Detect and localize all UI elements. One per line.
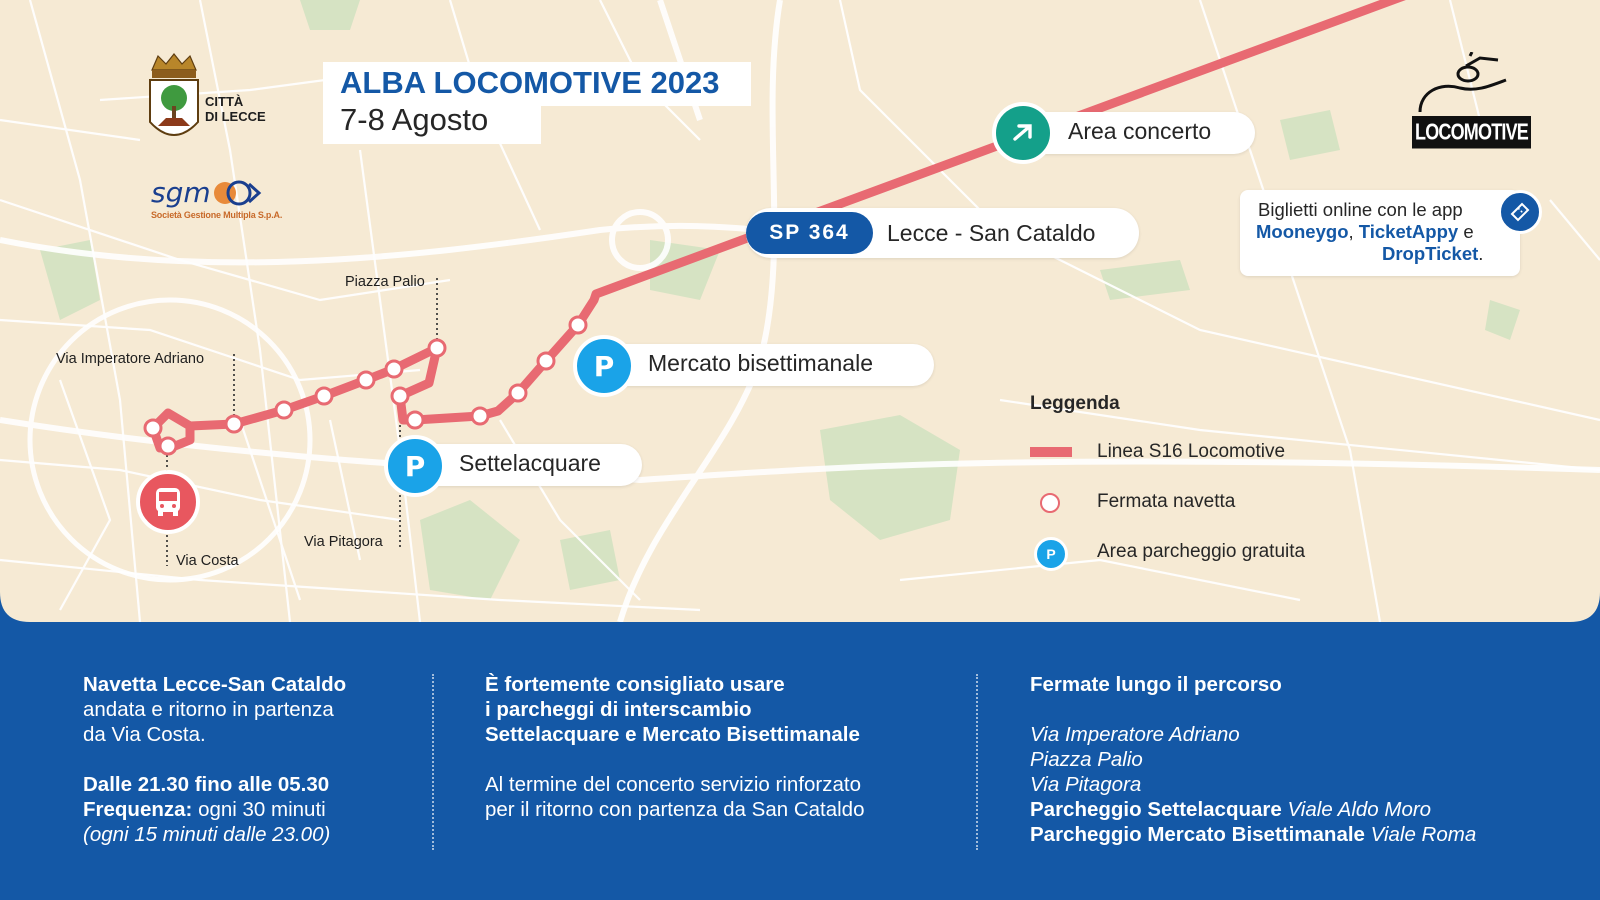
frequency-value: ogni 30 minuti: [198, 798, 326, 821]
parking-2-label: Settelacquare: [459, 450, 601, 476]
sgm-logo: [151, 176, 283, 224]
stop-item-parking-1: [1030, 797, 1476, 822]
street-label-via-imperatore: Via Imperatore Adriano: [56, 351, 205, 367]
footer-curve: [0, 592, 1600, 632]
tickets-comma: ,: [1348, 221, 1354, 242]
tickets-and: e: [1463, 221, 1474, 242]
app-ticketappy-link[interactable]: TicketAppy: [1358, 221, 1459, 242]
return-line1: Al termine del concerto servizio rinforzato: [485, 773, 861, 796]
legend-title: Leggenda: [1030, 393, 1120, 414]
return-line2: per il ritorno con partenza da San Cataldo: [485, 798, 865, 821]
tickets-line3: [1382, 243, 1483, 265]
app-dropticket-link[interactable]: DropTicket: [1382, 243, 1479, 264]
stop-item-3: Via Pitagora: [1030, 773, 1142, 796]
stop-parking-2-street: Viale Roma: [1370, 823, 1477, 846]
locomotive-wordmark: LOCOMOTIVE: [1412, 116, 1531, 149]
footer-col-parking: [485, 672, 864, 822]
shuttle-stop-2: [160, 438, 176, 454]
parking-icon-settelacquare: P: [384, 435, 446, 497]
city-logo: [146, 52, 271, 152]
legend-parking-dot-icon: P: [1034, 537, 1068, 571]
legend-stop-circle-icon: [1040, 493, 1060, 513]
road-code-badge: SP 364: [746, 212, 873, 254]
street-label-via-costa: Via Costa: [176, 553, 239, 569]
sgm-wordmark: sgm: [151, 176, 211, 209]
sgm-subtitle: Società Gestione Multipla S.p.A.: [151, 210, 283, 220]
locomotive-logo: [1410, 52, 1528, 148]
tickets-line1: Biglietti online con le app: [1258, 199, 1463, 220]
concert-area-label: Area concerto: [1068, 118, 1212, 144]
frequency-label: Frequenza:: [83, 798, 193, 821]
stop-item-1: Via Imperatore Adriano: [1030, 723, 1240, 746]
legend-route-swatch: [1030, 447, 1072, 457]
stop-parking-1-street: Viale Aldo Moro: [1287, 798, 1432, 821]
footer-col-stops: [1030, 672, 1476, 847]
legend-item-parking: Area parcheggio gratuita: [1097, 541, 1306, 562]
stop-parking-1-name: Parcheggio Settelacquare: [1030, 798, 1282, 821]
shuttle-stop-10: [407, 412, 423, 428]
shuttle-title: Navetta Lecce-San Cataldo: [83, 673, 347, 696]
shuttle-hours: Dalle 21.30 fino alle 05.30: [83, 773, 330, 796]
shuttle-stop-3: [226, 416, 242, 432]
bus-icon: [136, 470, 200, 534]
sgm-arrows-icon: [213, 180, 271, 206]
footer-divider-2: [976, 674, 978, 850]
event-dates: 7-8 Agosto: [340, 102, 489, 137]
parking-advice-2: i parcheggi di interscambio: [485, 698, 752, 721]
footer-col-shuttle: [83, 672, 346, 847]
shuttle-stop-4: [276, 402, 292, 418]
page-title: ALBA LOCOMOTIVE 2023: [340, 65, 720, 100]
stop-parking-2-name: Parcheggio Mercato Bisettimanale: [1030, 823, 1365, 846]
stop-item-parking-2: [1030, 822, 1476, 847]
arrow-icon: [992, 102, 1054, 164]
shuttle-stop-1: [145, 420, 161, 436]
shuttle-line2: da Via Costa.: [83, 723, 206, 746]
shuttle-stop-11: [472, 408, 488, 424]
app-mooneygo-link[interactable]: Mooneygo: [1256, 221, 1349, 242]
tickets-line2: [1256, 221, 1474, 243]
stop-item-2: Piazza Palio: [1030, 748, 1143, 771]
parking-advice-1: È fortemente consigliato usare: [485, 673, 785, 696]
shuttle-stop-8: [429, 340, 445, 356]
stops-title: Fermate lungo il percorso: [1030, 673, 1282, 696]
shuttle-line1: andata e ritorno in partenza: [83, 698, 334, 721]
shuttle-stop-12: [510, 385, 526, 401]
road-name-label: Lecce - San Cataldo: [887, 220, 1096, 246]
info-footer: [0, 622, 1600, 900]
street-label-piazza-palio: Piazza Palio: [345, 274, 425, 290]
parking-icon-mercato: P: [573, 335, 635, 397]
street-label-via-pitagora: Via Pitagora: [304, 534, 383, 550]
ticket-icon: [1498, 190, 1542, 234]
shuttle-stop-7: [386, 361, 402, 377]
shuttle-note: (ogni 15 minuti dalle 23.00): [83, 823, 331, 846]
shuttle-stop-14: [570, 317, 586, 333]
shuttle-stop-5: [316, 388, 332, 404]
parking-advice-3: Settelacquare e Mercato Bisettimanale: [485, 723, 860, 746]
city-name: CITTÀ DI LECCE: [205, 94, 266, 124]
parking-1-label: Mercato bisettimanale: [648, 350, 873, 376]
legend-item-route: Linea S16 Locomotive: [1097, 441, 1286, 462]
tickets-period: .: [1478, 243, 1484, 264]
locomotive-figure-icon: [1410, 52, 1510, 114]
shuttle-stop-13: [538, 353, 554, 369]
footer-divider-1: [432, 674, 434, 850]
shuttle-stop-9: [392, 388, 408, 404]
shuttle-frequency: [83, 797, 346, 822]
shuttle-stop-6: [358, 372, 374, 388]
city-crest-icon: [146, 52, 202, 150]
legend-item-stop: Fermata navetta: [1097, 491, 1236, 512]
